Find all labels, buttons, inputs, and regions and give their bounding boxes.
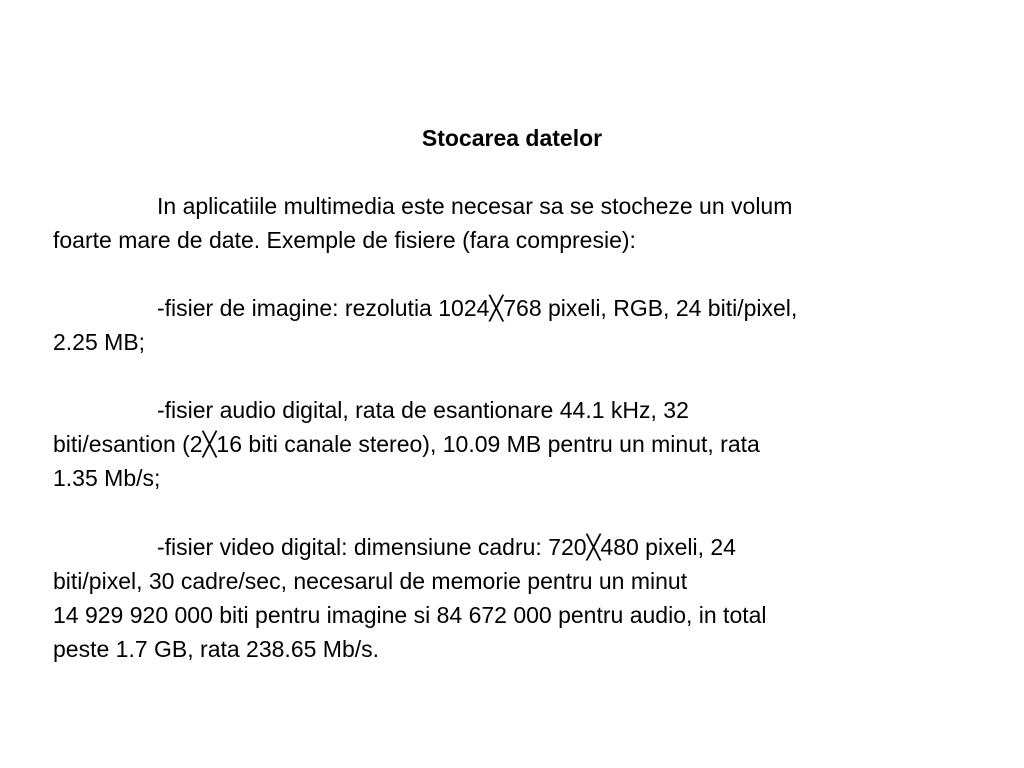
intro-line-2: foarte mare de date. Exemple de fisiere (fara compresie):	[53, 227, 636, 253]
audio-file-line-1: -fisier audio digital, rata de esantionare 44.1 kHz, 32	[157, 397, 689, 423]
image-file-paragraph	[53, 291, 973, 359]
audio-file-paragraph	[53, 393, 973, 495]
intro-line-1: In aplicatiile multimedia este necesar sa se stocheze un volum	[157, 193, 793, 219]
audio-file-line-2: biti/esantion (2╳16 biti canale stereo), 10.09 MB pentru un minut, rata	[53, 431, 760, 457]
video-file-line-2: biti/pixel, 30 cadre/sec, necesarul de memorie pentru un minut	[53, 568, 688, 594]
video-file-line-4: peste 1.7 GB, rata 238.65 Mb/s.	[53, 636, 380, 662]
video-file-line-3: 14 929 920 000 biti pentru imagine si 84 672 000 pentru audio, in total	[53, 602, 767, 628]
video-file-paragraph	[53, 530, 973, 666]
slide-title: Stocarea datelor	[421, 125, 603, 151]
intro-paragraph	[53, 189, 973, 257]
image-file-line-2: 2.25 MB;	[53, 329, 146, 355]
video-file-line-1: -fisier video digital: dimensiune cadru: 720╳480 pixeli, 24	[157, 534, 736, 560]
image-file-line-1: -fisier de imagine: rezolutia 1024╳768 pixeli, RGB, 24 biti/pixel,	[157, 295, 798, 321]
audio-file-line-3: 1.35 Mb/s;	[53, 465, 161, 491]
